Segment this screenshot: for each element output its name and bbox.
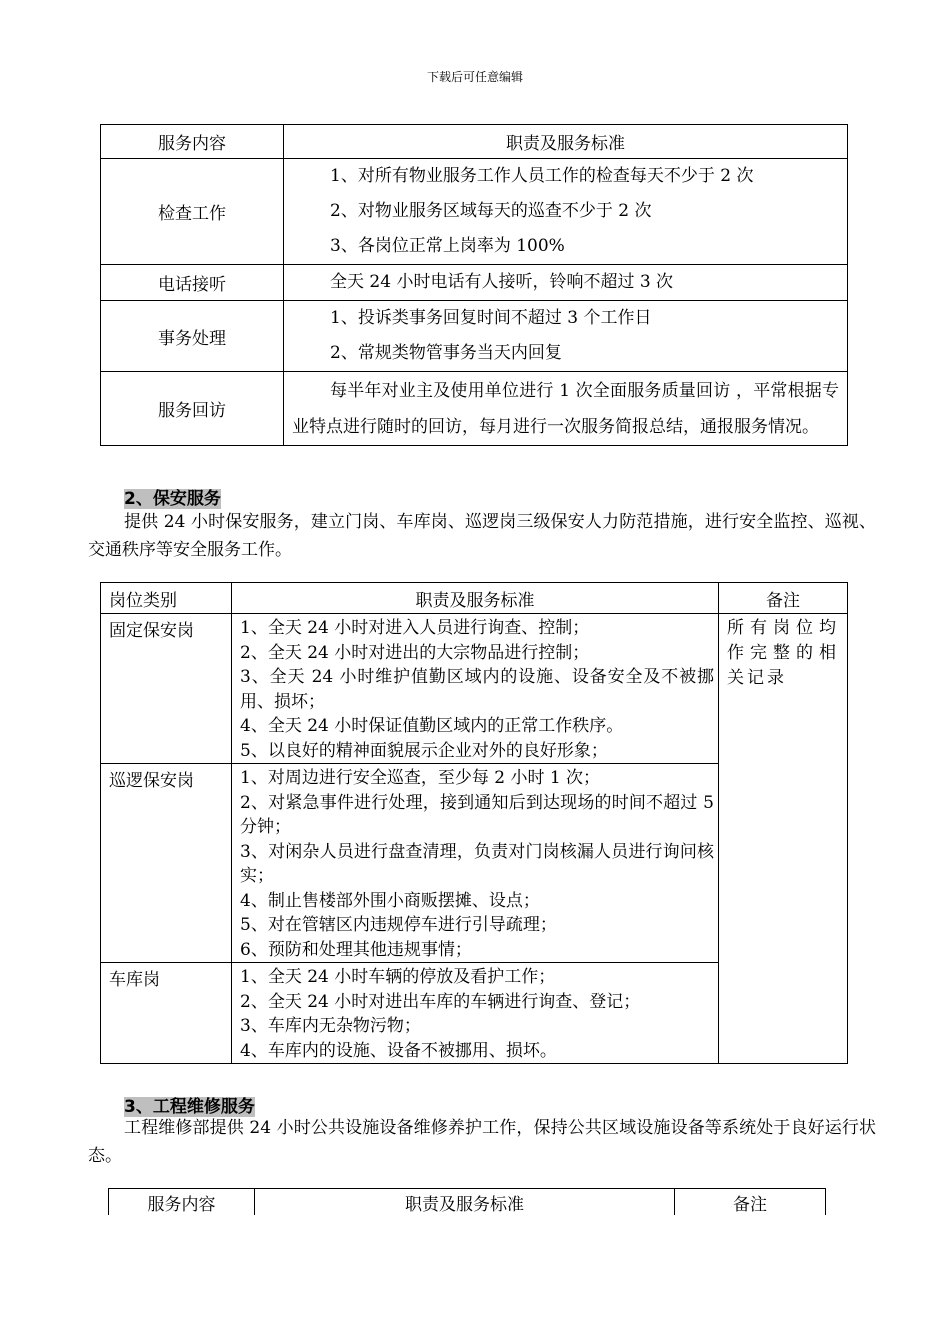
content-line: 3、对闲杂人员进行盘查清理，负责对门岗核漏人员进行询问核实； [240, 841, 714, 886]
header-cell-post: 岗位类别 [101, 583, 232, 614]
content-line: 1、对所有物业服务工作人员工作的检查每天不少于 2 次 [330, 166, 754, 186]
row-content [232, 614, 719, 764]
content-line: 3、各岗位正常上岗率为 100% [330, 236, 565, 256]
table-row [101, 159, 848, 265]
content-line: 5、以良好的精神面貌展示企业对外的良好形象； [240, 740, 608, 761]
section-body: 工程维修部提供 24 小时公共设施设备维修养护工作，保持公共区域设施设备等系统处于良好运行状态。 [88, 1118, 876, 1166]
content-line: 1、全天 24 小时对进入人员进行询查、控制； [240, 618, 590, 638]
table-row [101, 301, 848, 372]
header-cell-standard: 职责及服务标准 [232, 583, 719, 614]
content-line: 6、预防和处理其他违规事情； [240, 939, 472, 960]
security-duties-table [100, 582, 848, 1064]
service-standards-table [100, 124, 848, 446]
header-cell-note: 备注 [675, 1189, 826, 1216]
header-cell-standard: 职责及服务标准 [284, 125, 848, 159]
row-name: 服务回访 [101, 372, 284, 446]
header-cell-service: 服务内容 [101, 125, 284, 159]
header-cell-standard: 职责及服务标准 [255, 1189, 675, 1216]
row-name: 事务处理 [101, 301, 284, 372]
content-line: 5、对在管辖区内违规停车进行引导疏理； [240, 915, 557, 935]
content-line: 1、投诉类事务回复时间不超过 3 个工作日 [330, 308, 652, 328]
content-line: 4、全天 24 小时保证值勤区域内的正常工作秩序。 [240, 716, 624, 736]
content-line: 2、常规类物管事务当天内回复 [330, 343, 562, 363]
section-title: 2、保安服务 [124, 489, 221, 509]
row-name: 固定保安岗 [101, 614, 232, 764]
row-name: 电话接听 [101, 265, 284, 301]
content-line: 2、对紧急事件进行处理，接到通知后到达现场的时间不超过 5 分钟； [240, 792, 714, 837]
table-header-row [109, 1189, 826, 1216]
content-paragraph: 每半年对业主及使用单位进行 1 次全面服务质量回访 ，平常根据专业特点进行随时的回访，每月进行一次服务简报总结，通报服务情况。 [292, 381, 839, 437]
row-content [284, 372, 848, 446]
row-name: 巡逻保安岗 [101, 764, 232, 963]
content-line: 2、对物业服务区域每天的巡查不少于 2 次 [330, 201, 652, 221]
header-cell-note: 备注 [719, 583, 848, 614]
table-header-row [101, 583, 848, 614]
content-line: 2、全天 24 小时对进出的大宗物品进行控制； [240, 642, 590, 663]
row-content [284, 159, 848, 265]
engineering-table [108, 1188, 826, 1215]
header-cell-service: 服务内容 [109, 1189, 255, 1216]
section-body: 提供 24 小时保安服务，建立门岗、车库岗、巡逻岗三级保安人力防范措施，进行安全监控、巡视、交通秩序等安全服务工作。 [88, 512, 876, 560]
content-line: 4、制止售楼部外围小商贩摆摊、设点； [240, 890, 540, 911]
row-content [284, 301, 848, 372]
table-header-row [101, 125, 848, 159]
row-name: 车库岗 [101, 963, 232, 1064]
content-line: 2、全天 24 小时对进出车库的车辆进行询查、登记； [240, 991, 641, 1012]
content-line: 1、全天 24 小时车辆的停放及看护工作； [240, 967, 556, 987]
section-heading [124, 484, 221, 509]
page-header-note: 下载后可任意编辑 [426, 70, 523, 84]
content-line: 3、车库内无杂物污物； [240, 1016, 421, 1036]
table-row [101, 372, 848, 446]
table-row [101, 265, 848, 301]
content-line: 1、对周边进行安全巡查，至少每 2 小时 1 次； [240, 768, 601, 788]
table-row [101, 614, 848, 764]
row-name: 检查工作 [101, 159, 284, 265]
row-content [284, 265, 848, 301]
content-line: 3、全天 24 小时维护值勤区域内的设施、设备安全及不被挪用、损坏； [240, 667, 714, 712]
row-content [232, 963, 719, 1064]
content-line: 4、车库内的设施、设备不被挪用、损坏。 [240, 1040, 557, 1061]
section-title: 3、工程维修服务 [124, 1097, 255, 1117]
note-cell: 所有岗位均作完整的相关记录 [719, 614, 848, 1064]
content-line: 全天 24 小时电话有人接听，铃响不超过 3 次 [330, 272, 674, 292]
row-content [232, 764, 719, 963]
